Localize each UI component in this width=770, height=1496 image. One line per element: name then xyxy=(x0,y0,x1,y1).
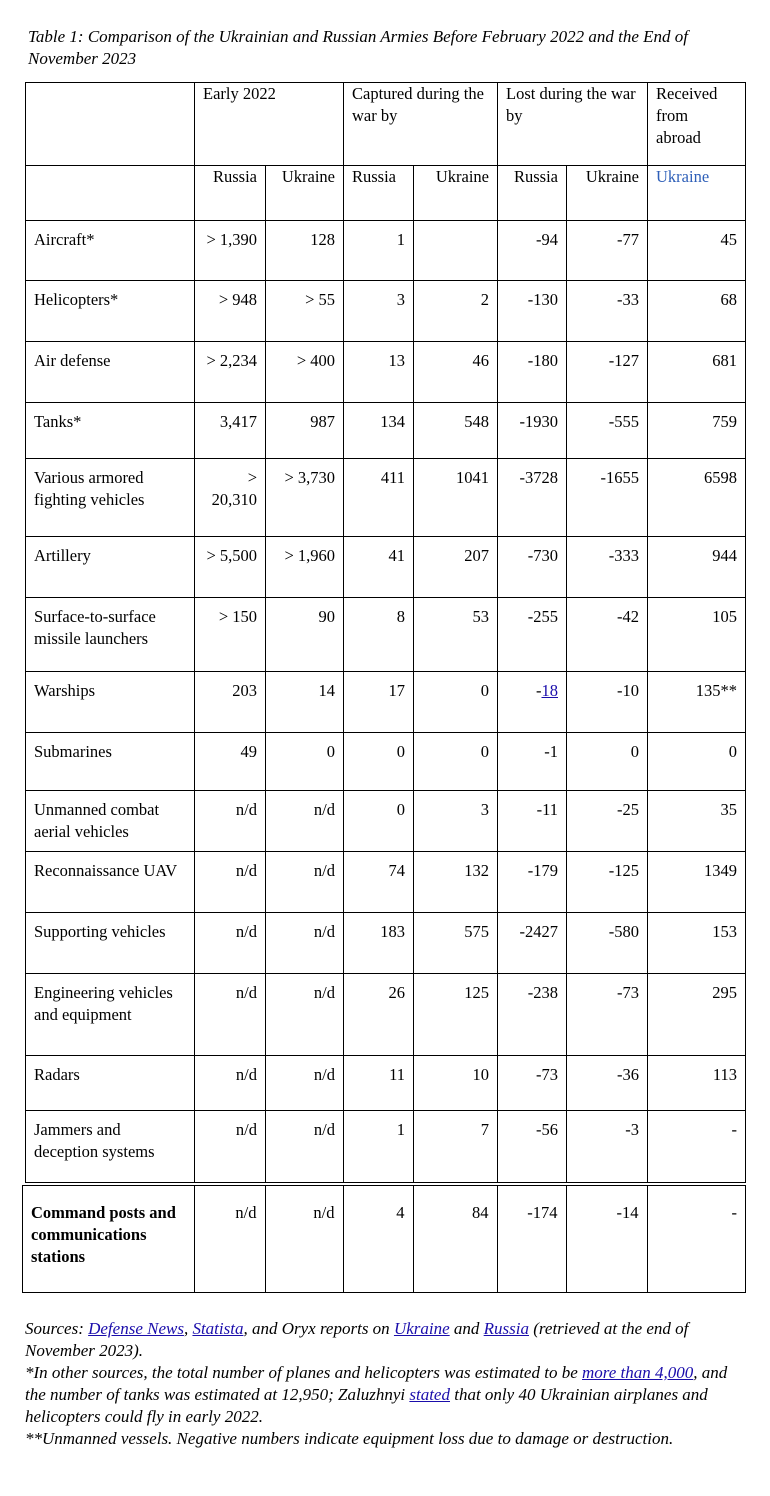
row-label: Aircraft* xyxy=(26,221,195,281)
table-cell: 3 xyxy=(414,791,498,852)
table-cell: -730 xyxy=(498,537,567,598)
table-cell: > 150 xyxy=(195,598,266,672)
table-notes xyxy=(25,1318,745,1450)
table-cell: -1930 xyxy=(498,403,567,459)
table-cell: > 1,390 xyxy=(195,221,266,281)
text: , and Oryx reports on xyxy=(243,1319,394,1338)
table-cell: - xyxy=(648,1111,746,1183)
table-cell: 3,417 xyxy=(195,403,266,459)
table-cell: 575 xyxy=(414,913,498,974)
comparison-table xyxy=(25,82,746,1183)
table-cell: 1 xyxy=(344,1111,414,1183)
table-caption: Table 1: Comparison of the Ukrainian and Russian Armies Before February 2022 and the End of November 2023 xyxy=(28,27,688,68)
table-row xyxy=(26,1056,746,1111)
table-row xyxy=(26,791,746,852)
table-cell: n/d xyxy=(195,1111,266,1183)
row-label: Surface-to-surface missile launchers xyxy=(26,598,195,672)
text: , and the number of tanks was estimated at 12,950; Zaluzhnyi xyxy=(25,1363,728,1404)
text: *In other sources, the total number of planes and helicopters was estimated to be xyxy=(25,1363,582,1382)
table-cell: -180 xyxy=(498,342,567,403)
link-oryx-russia[interactable]: Russia xyxy=(483,1319,529,1338)
table-cell: > 55 xyxy=(266,281,344,342)
link-oryx-ukraine[interactable]: Ukraine xyxy=(393,1319,450,1338)
row-label: Jammers and deception systems xyxy=(26,1111,195,1183)
row-label: Command posts and communications stations xyxy=(23,1186,194,1292)
table-cell: n/d xyxy=(265,1186,343,1292)
table-cell: -73 xyxy=(567,974,648,1056)
table-cell: 26 xyxy=(344,974,414,1056)
table-cell: -1 xyxy=(498,733,567,791)
row-label: Various armored fighting vehicles xyxy=(26,459,195,537)
table-cell: n/d xyxy=(195,852,266,913)
table-row xyxy=(23,1186,745,1292)
table-cell: 0 xyxy=(344,733,414,791)
table-cell: 132 xyxy=(414,852,498,913)
header-received: Received from abroad xyxy=(648,83,746,166)
table-cell: 207 xyxy=(414,537,498,598)
table-cell: -77 xyxy=(567,221,648,281)
table-cell: -2427 xyxy=(498,913,567,974)
table-cell: -555 xyxy=(567,403,648,459)
row-label: Helicopters* xyxy=(26,281,195,342)
table-cell: n/d xyxy=(266,974,344,1056)
sources-prefix: Sources: xyxy=(25,1319,89,1338)
text: and xyxy=(449,1319,484,1338)
footnote-double-asterisk: **Unmanned vessels. Negative numbers indicate equipment loss due to damage or destruction. xyxy=(25,1429,674,1448)
table-cell: 6598 xyxy=(648,459,746,537)
table-cell: 1349 xyxy=(648,852,746,913)
table-cell: 105 xyxy=(648,598,746,672)
table-cell: > 400 xyxy=(266,342,344,403)
link-warships-lost[interactable]: 18 xyxy=(541,681,558,700)
table-cell: > 1,960 xyxy=(266,537,344,598)
table-cell: 759 xyxy=(648,403,746,459)
table-cell: 0 xyxy=(266,733,344,791)
table-cell: n/d xyxy=(195,974,266,1056)
table-cell: 135** xyxy=(648,672,746,733)
table-cell xyxy=(414,221,498,281)
table-cell: -580 xyxy=(567,913,648,974)
table-cell: > 2,234 xyxy=(195,342,266,403)
row-label: Artillery xyxy=(26,537,195,598)
subheader-row xyxy=(26,166,746,221)
table-cell: 681 xyxy=(648,342,746,403)
table-cell: -94 xyxy=(498,221,567,281)
table-cell: 35 xyxy=(648,791,746,852)
row-label: Engineering vehicles and equipment xyxy=(26,974,195,1056)
row-label: Tanks* xyxy=(26,403,195,459)
footnote-asterisk xyxy=(25,1362,745,1428)
table-cell: 11 xyxy=(344,1056,414,1111)
table-cell: -238 xyxy=(498,974,567,1056)
table-cell: 548 xyxy=(414,403,498,459)
table-cell: 1 xyxy=(344,221,414,281)
table-cell: 46 xyxy=(414,342,498,403)
table-cell: 0 xyxy=(414,733,498,791)
header-early-2022: Early 2022 xyxy=(195,83,344,166)
table-cell: 7 xyxy=(414,1111,498,1183)
table-cell: 74 xyxy=(344,852,414,913)
row-label: Unmanned combat aerial vehicles xyxy=(26,791,195,852)
table-cell: n/d xyxy=(194,1186,265,1292)
table-cell: 125 xyxy=(414,974,498,1056)
minus-sign: - xyxy=(536,681,542,700)
table-cell: - xyxy=(731,1203,737,1222)
table-cell: 53 xyxy=(414,598,498,672)
table-cell: -14 xyxy=(566,1186,647,1292)
table-cell: 49 xyxy=(195,733,266,791)
table-cell: 128 xyxy=(266,221,344,281)
text: , xyxy=(183,1319,193,1338)
header-captured: Captured during the war by xyxy=(344,83,498,166)
table-cell: 4 xyxy=(343,1186,413,1292)
table-cell: 295 xyxy=(648,974,746,1056)
table-cell: 987 xyxy=(266,403,344,459)
table-cell: 183 xyxy=(344,913,414,974)
table-row xyxy=(26,733,746,791)
table-row xyxy=(26,1111,746,1183)
table-cell: > 3,730 xyxy=(266,459,344,537)
text: that only 40 Ukrainian airplanes and helicopters could fly in early 2022. xyxy=(25,1385,708,1426)
header-row xyxy=(26,83,746,166)
table-cell: -125 xyxy=(567,852,648,913)
table-row xyxy=(26,403,746,459)
table-cell: n/d xyxy=(266,1056,344,1111)
table-cell: -11 xyxy=(498,791,567,852)
table-cell: 0 xyxy=(344,791,414,852)
table-cell: -333 xyxy=(567,537,648,598)
table-row xyxy=(26,598,746,672)
subheader-cell: Russia xyxy=(195,166,266,221)
table-row xyxy=(26,281,746,342)
table-cell: 411 xyxy=(344,459,414,537)
table-cell: -3728 xyxy=(498,459,567,537)
table-cell: n/d xyxy=(266,913,344,974)
table-cell: -73 xyxy=(498,1056,567,1111)
table-row xyxy=(26,672,746,733)
table-row xyxy=(26,537,746,598)
table-cell: -10 xyxy=(567,672,648,733)
table-cell: 45 xyxy=(648,221,746,281)
table-cell: -56 xyxy=(498,1111,567,1183)
sources-note xyxy=(25,1318,745,1362)
table-cell: > 20,310 xyxy=(195,459,266,537)
table-cell: 2 xyxy=(414,281,498,342)
table-cell: 153 xyxy=(648,913,746,974)
table-row xyxy=(26,974,746,1056)
last-row-table xyxy=(23,1186,745,1292)
header-empty-cell xyxy=(26,83,195,166)
link-statista[interactable]: Statista xyxy=(192,1319,244,1338)
row-label: Warships xyxy=(26,672,195,733)
table-cell: -25 xyxy=(567,791,648,852)
subheader-cell: Russia xyxy=(498,166,567,221)
table-cell: 3 xyxy=(344,281,414,342)
table-row xyxy=(26,913,746,974)
link-defense-news[interactable]: Defense News xyxy=(88,1319,184,1338)
header-lost: Lost during the war by xyxy=(498,83,648,166)
table-cell: 0 xyxy=(414,672,498,733)
table-cell: 41 xyxy=(344,537,414,598)
table-cell: n/d xyxy=(266,791,344,852)
table-cell: 14 xyxy=(266,672,344,733)
subheader-cell: Russia xyxy=(344,166,414,221)
table-cell: 68 xyxy=(648,281,746,342)
table-cell: -130 xyxy=(498,281,567,342)
table-cell: -1655 xyxy=(567,459,648,537)
table-cell: 0 xyxy=(567,733,648,791)
table-cell: -174 xyxy=(497,1186,566,1292)
row-label: Air defense xyxy=(26,342,195,403)
subheader-empty-cell xyxy=(26,166,195,221)
table-row xyxy=(26,342,746,403)
table-row xyxy=(26,221,746,281)
table-cell: -255 xyxy=(498,598,567,672)
table-cell: n/d xyxy=(266,1111,344,1183)
link-stated[interactable]: stated xyxy=(409,1385,450,1404)
table-cell: 0 xyxy=(648,733,746,791)
subheader-cell: Ukraine xyxy=(414,166,498,221)
table-cell: n/d xyxy=(195,1056,266,1111)
row-label: Supporting vehicles xyxy=(26,913,195,974)
table-row xyxy=(26,852,746,913)
table-row xyxy=(26,459,746,537)
table-cell: > 5,500 xyxy=(195,537,266,598)
row-label: Reconnaissance UAV xyxy=(26,852,195,913)
table-cell: -42 xyxy=(567,598,648,672)
table-cell: 84 xyxy=(413,1186,497,1292)
table-cell: 10 xyxy=(414,1056,498,1111)
table-cell: -179 xyxy=(498,852,567,913)
table-cell: 17 xyxy=(344,672,414,733)
table-cell: 203 xyxy=(195,672,266,733)
table-cell: n/d xyxy=(195,913,266,974)
table-cell: n/d xyxy=(266,852,344,913)
table-cell: 90 xyxy=(266,598,344,672)
table-cell: 134 xyxy=(344,403,414,459)
table-cell: -3 xyxy=(567,1111,648,1183)
table-cell: 13 xyxy=(344,342,414,403)
last-row-box xyxy=(22,1185,746,1293)
subheader-cell: Ukraine xyxy=(266,166,344,221)
table-cell: 1041 xyxy=(414,459,498,537)
warships-lost-russia-link-cell[interactable] xyxy=(498,672,567,733)
text: (retrieved at the end of November 2023). xyxy=(25,1319,689,1360)
table-cell: 944 xyxy=(648,537,746,598)
table-cell: 8 xyxy=(344,598,414,672)
link-more-than-4000[interactable]: more than 4,000 xyxy=(582,1363,694,1382)
table-cell: 113 xyxy=(648,1056,746,1111)
subheader-cell: Ukraine xyxy=(567,166,648,221)
table-cell: > 948 xyxy=(195,281,266,342)
table-cell: -36 xyxy=(567,1056,648,1111)
subheader-cell: Ukraine xyxy=(648,166,746,221)
table-cell: n/d xyxy=(195,791,266,852)
table-cell: -33 xyxy=(567,281,648,342)
row-label: Radars xyxy=(26,1056,195,1111)
row-label: Submarines xyxy=(26,733,195,791)
table-cell: -127 xyxy=(567,342,648,403)
